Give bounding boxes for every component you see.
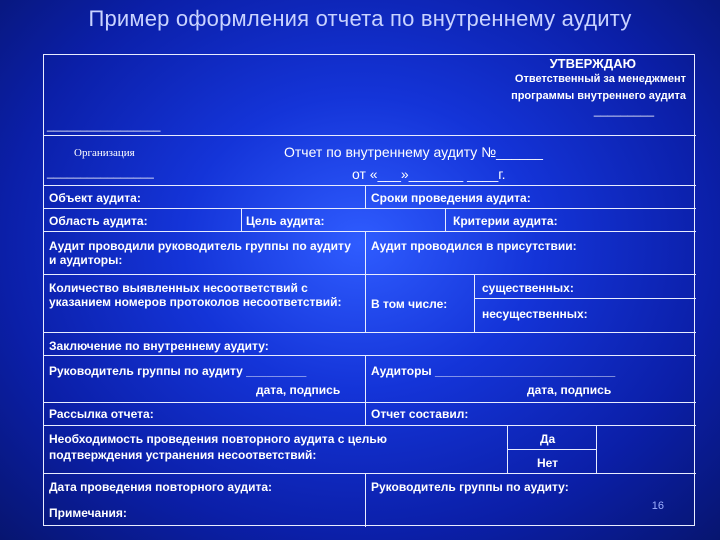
no-option: Нет <box>537 456 559 470</box>
report-number-line: Отчет по внутреннему аудиту №______ <box>284 144 543 160</box>
date-signature-left: дата, подпись <box>256 383 341 397</box>
divider <box>365 185 366 208</box>
org-label: Организация <box>74 147 135 159</box>
divider <box>365 473 366 527</box>
repeat-need-line1: Необходимость проведения повторного аудита с целью <box>49 432 388 446</box>
conclusion-label: Заключение по внутреннему аудиту: <box>49 339 269 353</box>
team-lead-signature: Руководитель группы по аудиту _________ <box>49 364 307 378</box>
yes-option: Да <box>540 432 556 446</box>
org-blank-top: _________________ <box>47 118 161 132</box>
approve-line1: Ответственный за менеджмент <box>514 73 686 85</box>
divider <box>44 185 696 186</box>
divider <box>44 355 696 356</box>
conducted-by-label: Аудит проводили руководитель группы по аудиту и аудиторы: <box>49 239 351 267</box>
divider <box>44 332 696 333</box>
significant-label: существенных: <box>482 281 574 295</box>
divider <box>596 425 597 473</box>
criteria-label: Критерии аудита: <box>453 214 558 228</box>
divider <box>241 208 242 231</box>
insignificant-label: несущественных: <box>482 307 588 321</box>
auditors-signature: Аудиторы ___________________________ <box>371 364 616 378</box>
divider <box>365 355 366 425</box>
divider <box>44 208 696 209</box>
divider <box>445 208 446 231</box>
report-date-line: от «___»_______ ____г. <box>352 166 506 182</box>
org-blank-bottom: ________________ <box>47 165 154 179</box>
approve-signature-blank: _________ <box>593 103 654 117</box>
approve-heading: УТВЕРЖДАЮ <box>549 56 636 71</box>
divider <box>44 231 696 232</box>
divider <box>507 449 596 450</box>
repeat-need-line2: подтверждения устранения несоответствий: <box>49 448 317 462</box>
divider <box>44 274 696 275</box>
area-label: Область аудита: <box>49 214 148 228</box>
audit-report-form <box>43 54 695 526</box>
divider <box>44 473 696 474</box>
goal-label: Цель аудита: <box>246 214 325 228</box>
date-signature-right: дата, подпись <box>527 383 612 397</box>
divider <box>44 402 696 403</box>
divider <box>474 298 696 299</box>
object-label: Объект аудита: <box>49 191 141 205</box>
distribution-label: Рассылка отчета: <box>49 407 154 421</box>
approve-line2: программы внутреннего аудита <box>511 90 686 102</box>
page-number: 16 <box>651 500 664 512</box>
divider <box>44 135 696 136</box>
presence-label: Аудит проводился в присутствии: <box>371 239 577 253</box>
divider <box>474 274 475 332</box>
compiled-by-label: Отчет составил: <box>371 407 469 421</box>
team-lead-label: Руководитель группы по аудиту: <box>371 480 569 494</box>
repeat-date-label: Дата проведения повторного аудита: <box>49 480 273 494</box>
divider <box>365 231 366 332</box>
including-label: В том числе: <box>371 297 448 311</box>
notes-label: Примечания: <box>49 506 127 520</box>
divider <box>44 425 696 426</box>
nonconformities-label: Количество выявленных несоответствий с указанием номеров протоколов несоответствий: <box>49 281 342 309</box>
page-title: Пример оформления отчета по внутреннему аудиту <box>88 6 632 31</box>
terms-label: Сроки проведения аудита: <box>371 191 531 205</box>
